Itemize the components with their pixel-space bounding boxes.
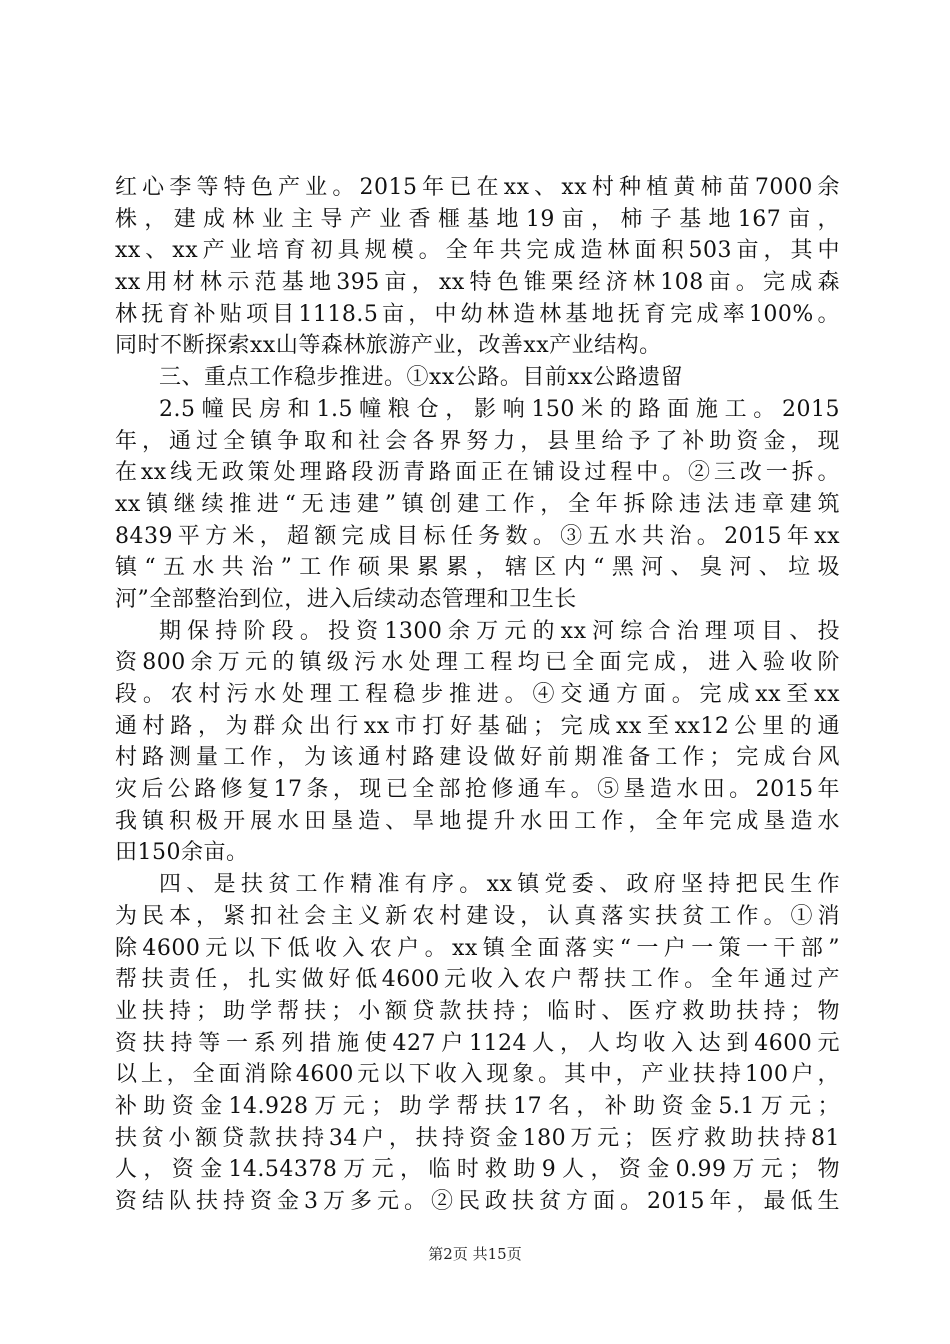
text-line: 8439平方米，超额完成目标任务数。③五水共治。2015年xx bbox=[115, 523, 840, 549]
text-line: 株，建成林业主导产业香榧基地19亩，柿子基地167亩， bbox=[115, 206, 840, 232]
text-line: 在xx线无政策处理路段沥青路面正在铺设过程中。②三改一拆。 bbox=[115, 460, 840, 486]
text-line: 扶贫小额贷款扶持34户，扶持资金180万元；医疗救助扶持81 bbox=[115, 1125, 840, 1151]
text-line: 三、重点工作稳步推进。①xx公路。目前xx公路遗留 bbox=[159, 365, 684, 391]
page-footer: 第2页 共15页 bbox=[428, 1245, 522, 1263]
text-line: 通村路，为群众出行xx市打好基础；完成xx至xx12公里的通 bbox=[115, 713, 840, 739]
text-line: xx、xx产业培育初具规模。全年共完成造林面积503亩，其中 bbox=[115, 238, 840, 264]
text-line: xx镇继续推进“无违建”镇创建工作，全年拆除违法违章建筑 bbox=[115, 491, 840, 517]
text-line: 田150余亩。 bbox=[115, 840, 249, 866]
text-line: 灾后公路修复17条，现已全部抢修通车。⑤垦造水田。2015年 bbox=[115, 777, 840, 803]
text-line: 镇“五水共治”工作硕果累累，辖区内“黑河、臭河、垃圾 bbox=[115, 555, 840, 581]
text-line: 红心李等特色产业。2015年已在xx、xx村种植黄柿苗7000余 bbox=[115, 175, 840, 200]
text-line: 资扶持等一系列措施使427户1124人，人均收入达到4600元 bbox=[115, 1030, 840, 1056]
body-text bbox=[115, 172, 840, 1218]
text-line: 为民本，紧扣社会主义新农村建设，认真落实扶贫工作。①消 bbox=[115, 903, 840, 929]
text-line: 业扶持；助学帮扶；小额贷款扶持；临时、医疗救助扶持；物 bbox=[115, 998, 840, 1024]
text-line: 帮扶责任，扎实做好低4600元收入农户帮扶工作。全年通过产 bbox=[115, 967, 840, 993]
text-line: 年，通过全镇争取和社会各界努力，县里给予了补助资金，现 bbox=[115, 428, 840, 454]
text-line: 河”全部整治到位，进入后续动态管理和卫生长 bbox=[115, 586, 577, 612]
text-line: 四、是扶贫工作精准有序。xx镇党委、政府坚持把民生作 bbox=[159, 872, 840, 898]
text-line: 人，资金14.54378万元，临时救助9人，资金0.99万元；物 bbox=[115, 1157, 840, 1183]
text-line: 资800余万元的镇级污水处理工程均已全面完成，进入验收阶 bbox=[115, 650, 840, 676]
text-line: xx用材林示范基地395亩，xx特色锥栗经济林108亩。完成森 bbox=[115, 270, 840, 296]
text-line: 段。农村污水处理工程稳步推进。④交通方面。完成xx至xx bbox=[115, 682, 840, 707]
text-line: 我镇积极开展水田垦造、旱地提升水田工作，全年完成垦造水 bbox=[115, 808, 840, 834]
text-line: 2.5幢民房和1.5幢粮仓，影响150米的路面施工。2015 bbox=[159, 396, 840, 422]
text-line: 除4600元以下低收入农户。xx镇全面落实“一户一策一干部” bbox=[115, 935, 840, 961]
text-line: 以上，全面消除4600元以下收入现象。其中，产业扶持100户， bbox=[115, 1062, 840, 1088]
text-line: 同时不断探索xx山等森林旅游产业，改善xx产业结构。 bbox=[115, 333, 662, 359]
text-line: 期保持阶段。投资1300余万元的xx河综合治理项目、投 bbox=[159, 618, 840, 644]
text-line: 林抚育补贴项目1118.5亩，中幼林造林基地抚育完成率100%。 bbox=[115, 301, 840, 327]
text-line: 村路测量工作，为该通村路建设做好前期准备工作；完成台风 bbox=[115, 745, 840, 771]
text-line: 资结队扶持资金3万多元。②民政扶贫方面。2015年，最低生 bbox=[115, 1189, 840, 1214]
text-line: 补助资金14.928万元；助学帮扶17名，补助资金5.1万元； bbox=[115, 1093, 840, 1119]
